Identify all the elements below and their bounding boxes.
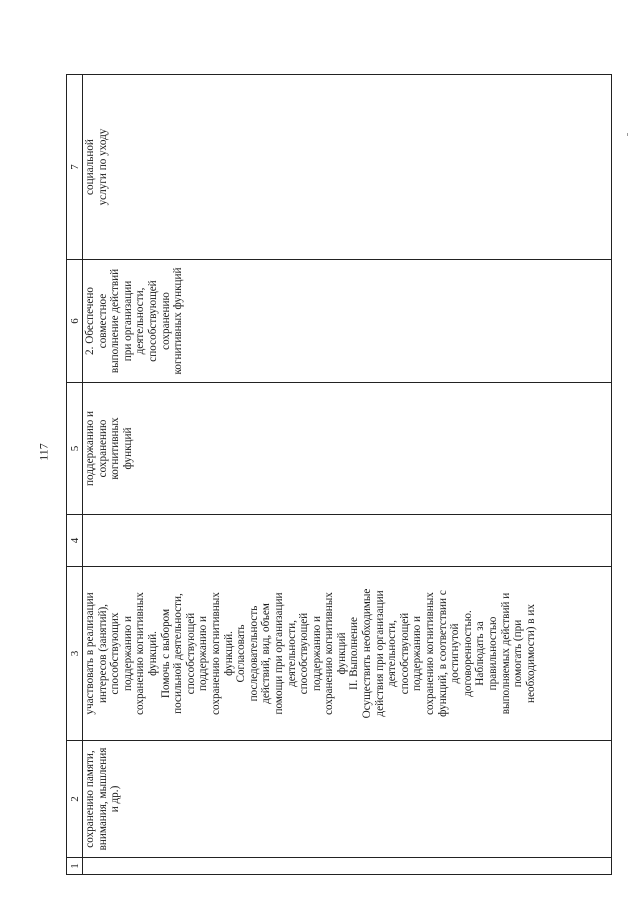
column-number-7: 7: [67, 75, 83, 260]
scan-mark: [627, 133, 628, 136]
table-row: [83, 75, 612, 875]
column-number-1: 1: [67, 858, 83, 875]
page-number: 117: [36, 443, 51, 461]
cell-col7: [83, 75, 612, 260]
cell-col4: [83, 515, 612, 567]
column-number-4: 4: [67, 515, 83, 567]
cell-col3: [83, 567, 612, 741]
column-number-6: 6: [67, 260, 83, 383]
services-table: [66, 74, 612, 875]
rotated-table-container: [66, 75, 612, 875]
cell-col6-text: 2. Обеспечено совместное выполнение действий при организации деятельности, способствующей сохранению когнитивных функций: [84, 267, 185, 375]
column-number-5: 5: [67, 383, 83, 515]
cell-col1: [83, 858, 612, 875]
cell-col5: [83, 383, 612, 515]
cell-col5-text: поддержанию и сохранению когнитивных функций: [84, 411, 134, 487]
column-number-2: 2: [67, 741, 83, 858]
cell-col7-text: социальной услуги по уходу: [84, 128, 109, 206]
cell-col2-text: сохранению памяти, внимания, мышления и др.): [84, 747, 122, 851]
cell-col3-text: участвовать в реализации интересов (занятий), способствующих поддержанию и сохранению когнитивных функций. Помочь с выбором посильной деятельности, способствующей поддержанию и сохранению когнитивных функций. Согласовать последовательность действий, вид, объем помощи при организации деятельности, способствующей поддержанию и сохранению когнитивных функций II. Выполнение Осуществить необходимые действия при организации деятельности, способствующей поддержанию и сохранению когнитивных функций, в соответствии с достигнутой договоренностью. Наблюдать за правильностью выполняемых действий и помогать (при необходимости) в их: [84, 588, 537, 719]
column-number-3: 3: [67, 567, 83, 741]
cell-col2: [83, 741, 612, 858]
cell-col6: [83, 260, 612, 383]
column-number-row: [67, 75, 83, 875]
